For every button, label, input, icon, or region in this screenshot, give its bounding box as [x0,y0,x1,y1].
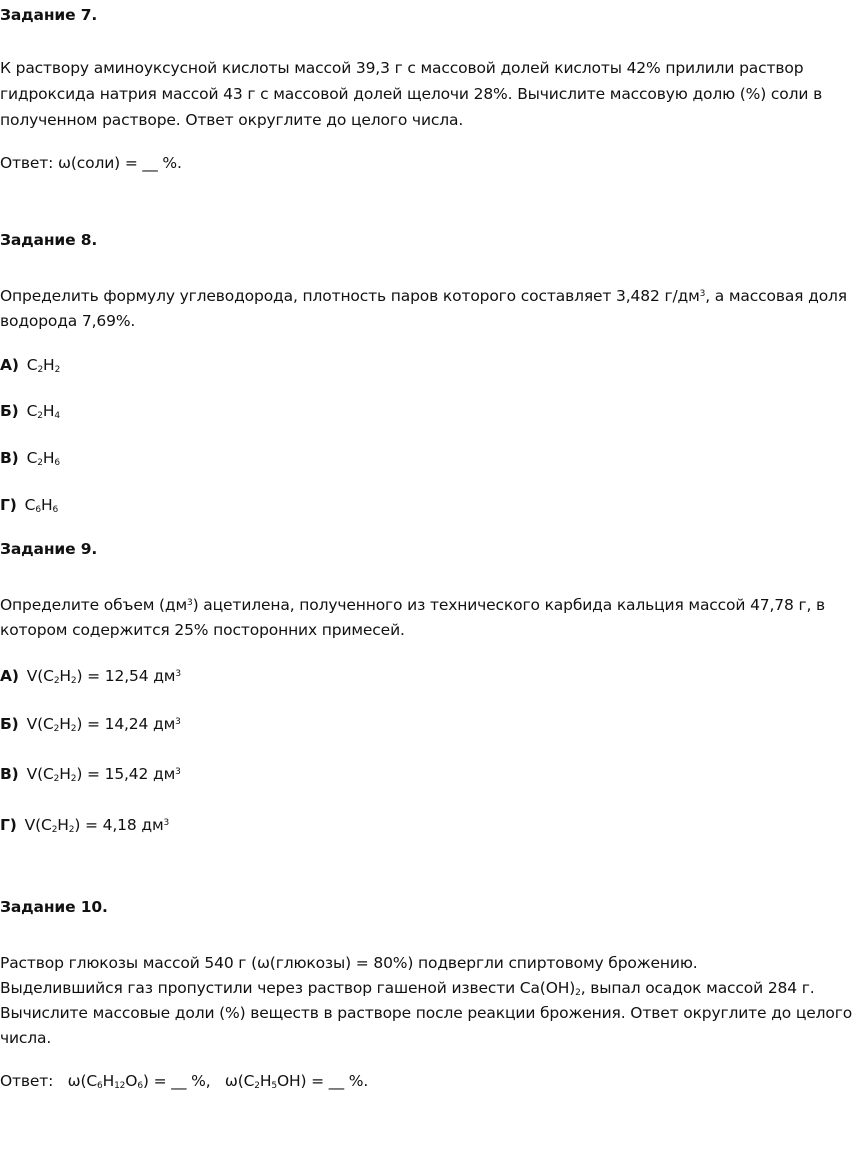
task9-option-b: Б) $V(C_2H_2) = 14,24$ $дм^3$ [0,715,181,734]
task10-text-line-4: числа. [0,1029,52,1047]
task7-text-line-2: гидроксида натрия массой 43 г с массовой долей щелочи 28%. Вычислите массовую долю (%) соли в [0,85,823,103]
task8-text-line-2: водорода 7,69%. [0,312,136,330]
task8-title: Задание 8. [0,231,98,249]
task8-option-a: А) $C_2H_2$ [0,356,61,375]
task8-text-line-1: Определить формулу углеводорода, плотность паров которого составляет 3,482 $г/дм^3$, а массовая доля [0,287,847,305]
task8-option-b: Б) $C_2H_4$ [0,402,60,421]
task9-text-line-1: Определите объем $(дм^3)$ ацетилена, полученного из технического карбида кальция массой 47,78 г, в [0,596,826,614]
task9-title: Задание 9. [0,540,98,558]
task9-option-v: В) $V(C_2H_2) = 15,42$ $дм^3$ [0,765,181,784]
task7-text-line-3: полученном растворе. Ответ округлите до целого числа. [0,111,464,129]
task10-text-line-2: Выделившийся газ пропустили через раствор гашеной извести $Ca(OH)_2$, выпал осадок массой 284 г. [0,979,815,998]
task10-title: Задание 10. [0,898,108,916]
task10-text-line-3: Вычислите массовые доли (%) веществ в растворе после реакции брожения. Ответ округлите до целого [0,1004,852,1022]
task8-option-g: Г) $C_6H_6$ [0,496,59,515]
task10-text-line-1: Раствор глюкозы массой 540 г (ω(глюкозы) = 80%) подвергли спиртовому брожению. [0,954,698,972]
task7-answer: Ответ: ω(соли) = __ %. [0,154,182,172]
task9-option-g: Г) $V(C_2H_2) = 4,18$ $дм^3$ [0,816,170,835]
task7-text-line-1: К раствору аминоуксусной кислоты массой 39,3 г с массовой долей кислоты 42% прилили раствор [0,59,804,77]
task7-title: Задание 7. [0,6,98,24]
task9-option-a: А) $V(C_2H_2) = 12,54$ $дм^3$ [0,667,181,686]
task10-answer: Ответ: $\omega(C_6H_{12}O_6)$ = __ %, $\omega(C_2H_5OH)$ = __ %. [0,1072,369,1091]
task8-option-v: В) $C_2H_6$ [0,449,60,468]
task9-text-line-2: котором содержится 25% посторонних примесей. [0,621,405,639]
